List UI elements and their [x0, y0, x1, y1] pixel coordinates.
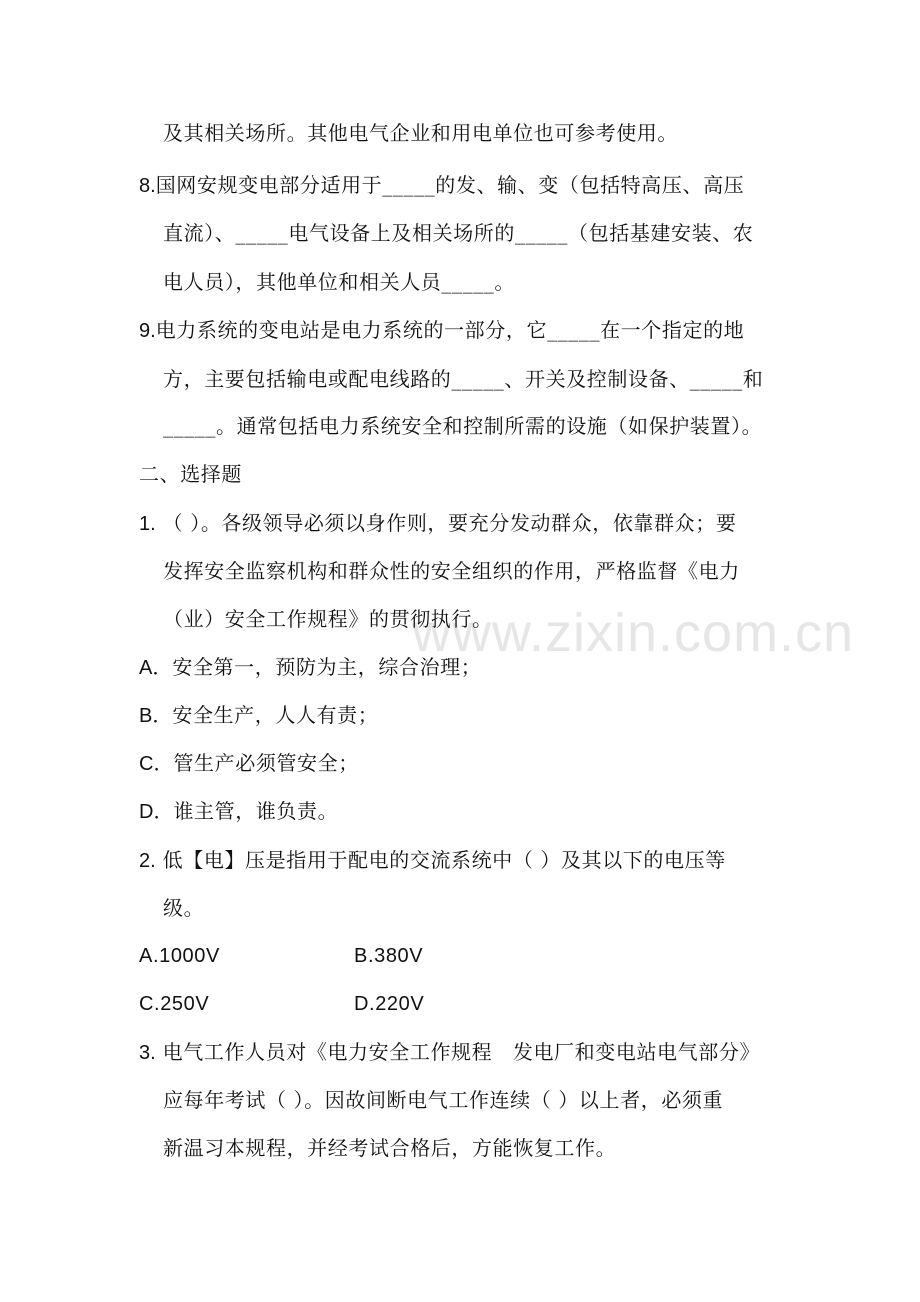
line-text: 电力系统的变电站是电力系统的一部分，它_____在一个指定的地: [155, 318, 745, 342]
section-title: 二、选择题: [139, 462, 242, 486]
question-number: 8.: [139, 175, 156, 197]
section-heading: [139, 459, 242, 489]
option-c: [139, 748, 359, 779]
line-text: 及其相关场所。其他电气企业和用电单位也可参考使用。: [163, 121, 678, 145]
choice-question-2: [139, 845, 726, 876]
option-text: 管生产必须管安全；: [173, 751, 359, 775]
line-text: 发挥安全监察机构和群众性的安全组织的作用，严格监督《电力: [163, 559, 740, 583]
question-number: 9.: [139, 320, 156, 342]
option-text: 安全生产，人人有责；: [172, 703, 379, 727]
line-text: 低【电】压是指用于配电的交流系统中（ ）及其以下的电压等: [162, 848, 726, 872]
line-text: _____。通常包括电力系统安全和控制所需的设施（如保护装置）。: [163, 414, 763, 438]
question-8: [139, 170, 744, 201]
option-text: 谁主管，谁负责。: [173, 799, 339, 823]
option-c-value: C.250V: [139, 993, 210, 1015]
line-text: 电人员），其他单位和相关人员_____。: [163, 270, 515, 294]
text-line: [163, 893, 204, 923]
option-b: [139, 700, 378, 731]
option-text: 安全第一，预防为主，综合治理；: [172, 655, 482, 679]
line-text: （业）安全工作规程》的贯彻执行。: [163, 607, 493, 631]
question-number: 1.: [139, 513, 156, 535]
text-line: [163, 267, 515, 297]
line-text: 新温习本规程，并经考试合格后，方能恢复工作。: [163, 1136, 617, 1160]
option-b-value: B.380V: [354, 945, 424, 967]
option-label: A．: [139, 657, 173, 679]
option-label: B．: [139, 705, 173, 727]
text-line: [163, 604, 493, 634]
choice-question-3: [139, 1037, 760, 1068]
text-line: [163, 411, 762, 441]
line-text: 电气工作人员对《电力安全工作规程 发电厂和变电站电气部分》: [162, 1040, 761, 1064]
line-text: 方，主要包括输电或配电线路的_____、开关及控制设备、_____和: [163, 367, 764, 391]
line-text: 直流）、_____电气设备上及相关场所的_____（包括基建安装、农: [163, 221, 754, 245]
option-a-value: A.1000V: [139, 945, 220, 967]
question-number: 3.: [139, 1042, 156, 1064]
question-9: [139, 315, 744, 346]
text-line: [163, 364, 763, 394]
watermark: www.zixin.com.cn: [412, 603, 855, 663]
line-text: 国网安规变电部分适用于_____的发、输、变（包括特高压、高压: [155, 173, 745, 197]
line-text: （ ）。各级领导必须以身作则，要充分发动群众，依靠群众；要: [162, 511, 737, 535]
line-text: 应每年考试（ ）。因故间断电气工作连续（ ）以上者，必须重: [163, 1088, 724, 1112]
option-d-value: D.220V: [354, 993, 425, 1015]
text-line: [163, 1133, 616, 1163]
choice-question-1: [139, 508, 736, 539]
option-d: [139, 796, 338, 827]
option-label: C．: [139, 753, 174, 775]
question-number: 2.: [139, 850, 156, 872]
line-text: 级。: [163, 896, 205, 920]
text-line: [163, 556, 740, 586]
option-a: [139, 652, 481, 683]
text-line: [163, 218, 753, 248]
text-line: [163, 118, 678, 148]
option-label: D．: [139, 801, 174, 823]
text-line: [163, 1085, 723, 1115]
